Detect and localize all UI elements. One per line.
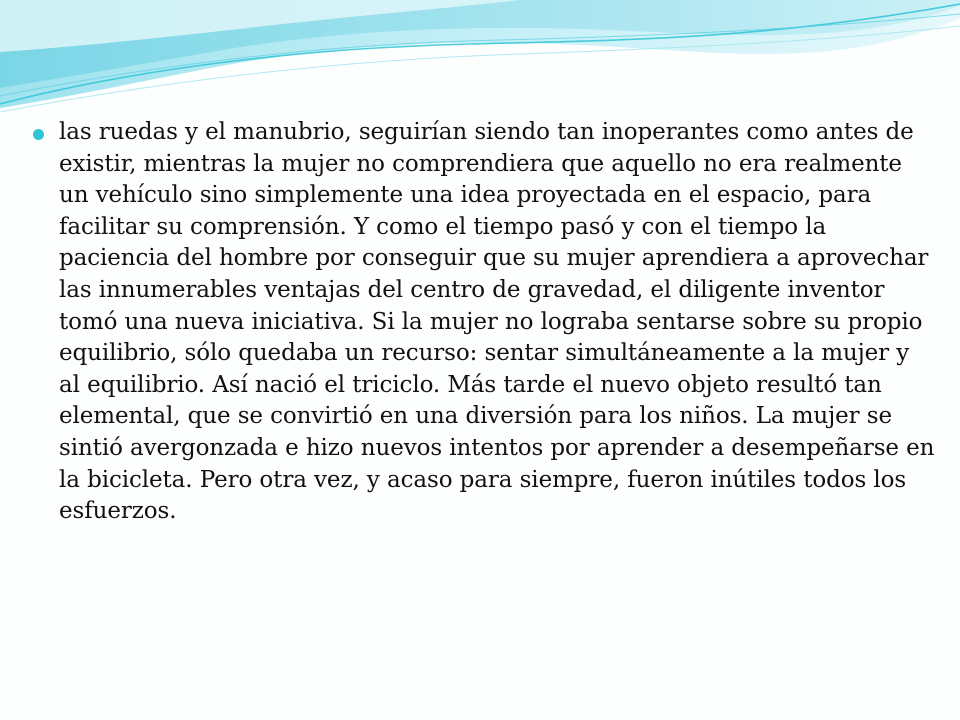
bullet-dot-icon [33, 129, 44, 140]
bullet-item [30, 117, 935, 528]
bullet-text: las ruedas y el manubrio, seguirían siendo tan inoperantes como antes de existir, mientras la mujer no comprendiera que aquello no era realmente un vehículo sino simplemente una idea proyectada en el espacio, para facilitar su comprensión. Y como el tiempo pasó y con el tiempo la paciencia del hombre por conseguir que su mujer aprendiera a aprovechar las innumerables ventajas del centro de gravedad, el diligente inventor tomó una nueva iniciativa. Si la mujer no lograba sentarse sobre su propio equilibrio, sólo quedaba un recurso: sentar simultáneamente a la mujer y al equilibrio. Así nació el triciclo. Más tarde el nuevo objeto resultó tan elemental, que se convirtió en una diversión para los niños. La mujer se sintió avergonzada e hizo nuevos intentos por aprender a desempeñarse en la bicicleta. Pero otra vez, y acaso para siempre, fueron inútiles todos los esfuerzos. [59, 119, 935, 525]
header-wave-decoration [0, 0, 960, 130]
slide-content [30, 117, 935, 528]
